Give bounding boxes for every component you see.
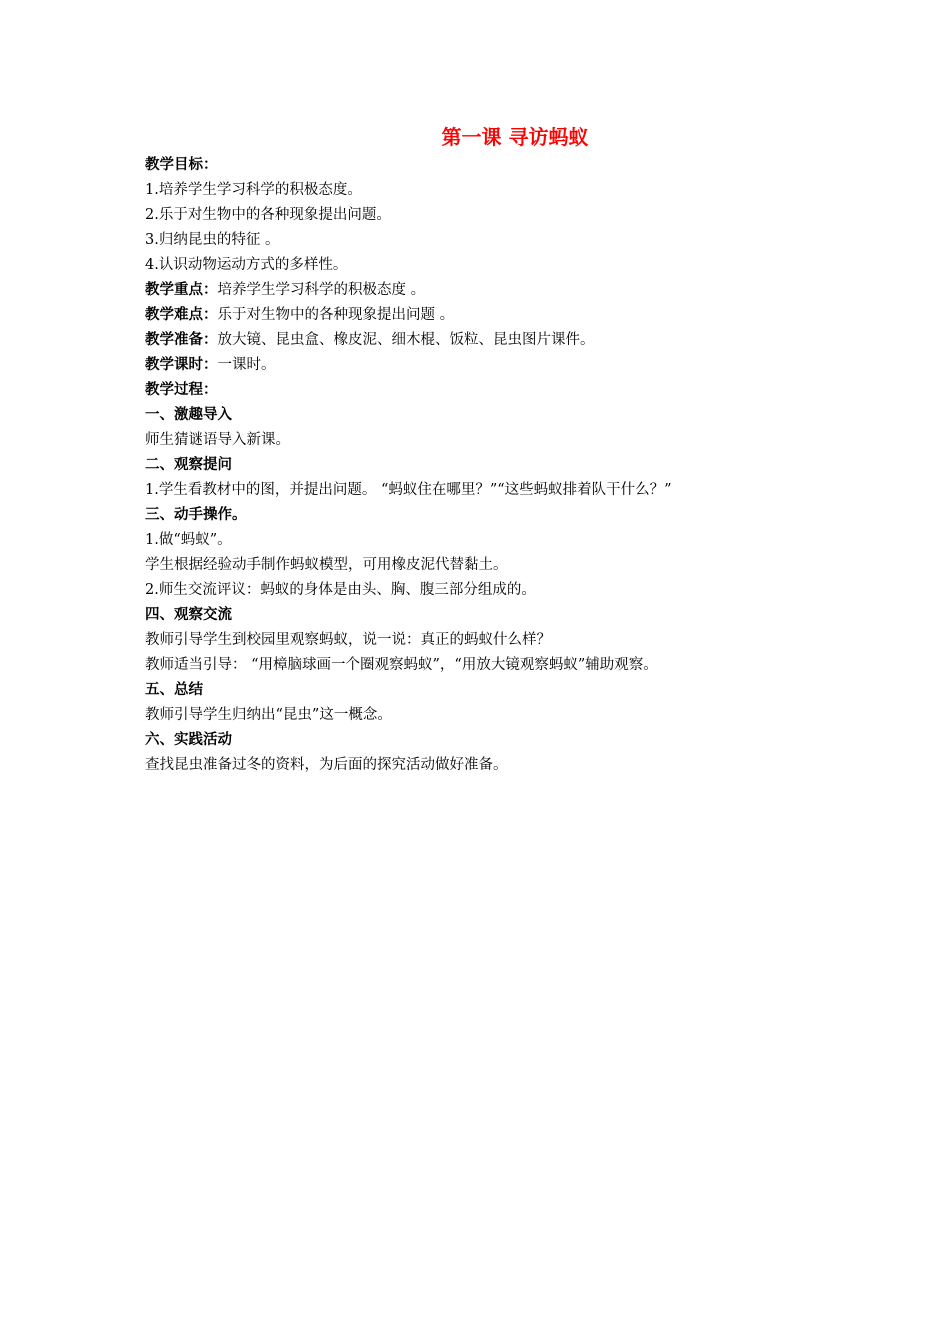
key-point-row xyxy=(145,278,825,303)
section-heading: 六、实践活动 xyxy=(145,732,232,748)
section-line: 1.做“蚂蚁”。 xyxy=(145,532,232,548)
objective-item: 3.归纳昆虫的特征 。 xyxy=(145,232,280,248)
section-line: 查找昆虫准备过冬的资料，为后面的探究活动做好准备。 xyxy=(145,757,508,773)
difficulty-row xyxy=(145,303,825,328)
objective-item: 1.培养学生学习科学的积极态度。 xyxy=(145,182,362,198)
key-point-label: 教学重点： xyxy=(145,282,218,298)
document-body xyxy=(145,125,825,778)
section-line: 师生猜谜语导入新课。 xyxy=(145,432,290,448)
section-line: 教师引导学生到校园里观察蚂蚁，说一说：真正的蚂蚁什么样？ xyxy=(145,632,551,648)
preparation-label: 教学准备： xyxy=(145,332,218,348)
section-line: 1.学生看教材中的图，并提出问题。 “蚂蚁住在哪里？”“这些蚂蚁排着队干什么？” xyxy=(145,482,672,498)
section-line: 教师引导学生归纳出“昆虫”这一概念。 xyxy=(145,707,392,723)
objectives-heading: 教学目标： xyxy=(145,157,218,173)
objective-item: 4.认识动物运动方式的多样性。 xyxy=(145,257,348,273)
duration-row xyxy=(145,353,825,378)
section-heading: 三、动手操作。 xyxy=(145,507,247,523)
section-line: 学生根据经验动手制作蚂蚁模型，可用橡皮泥代替黏土。 xyxy=(145,557,508,573)
section-heading: 五、总结 xyxy=(145,682,203,698)
section-heading: 四、观察交流 xyxy=(145,607,232,623)
process-heading: 教学过程： xyxy=(145,382,218,398)
duration-label: 教学课时： xyxy=(145,357,218,373)
section-line: 2.师生交流评议：蚂蚁的身体是由头、胸、腹三部分组成的。 xyxy=(145,582,536,598)
difficulty-label: 教学难点： xyxy=(145,307,218,323)
preparation-text: 放大镜、昆虫盒、橡皮泥、细木棍、饭粒、昆虫图片课件。 xyxy=(217,332,595,348)
difficulty-text: 乐于对生物中的各种现象提出问题 。 xyxy=(217,307,455,323)
objective-item: 2.乐于对生物中的各种现象提出问题。 xyxy=(145,207,391,223)
preparation-row xyxy=(145,328,825,353)
section-line: 教师适当引导： “用樟脑球画一个圈观察蚂蚁”，“用放大镜观察蚂蚁”辅助观察。 xyxy=(145,657,658,673)
key-point-text: 培养学生学习科学的积极态度 。 xyxy=(217,282,426,298)
section-heading: 二、观察提问 xyxy=(145,457,232,473)
lesson-title: 第一课 寻访蚂蚁 xyxy=(441,125,589,149)
section-heading: 一、激趣导入 xyxy=(145,407,232,423)
duration-text: 一课时。 xyxy=(217,357,276,373)
